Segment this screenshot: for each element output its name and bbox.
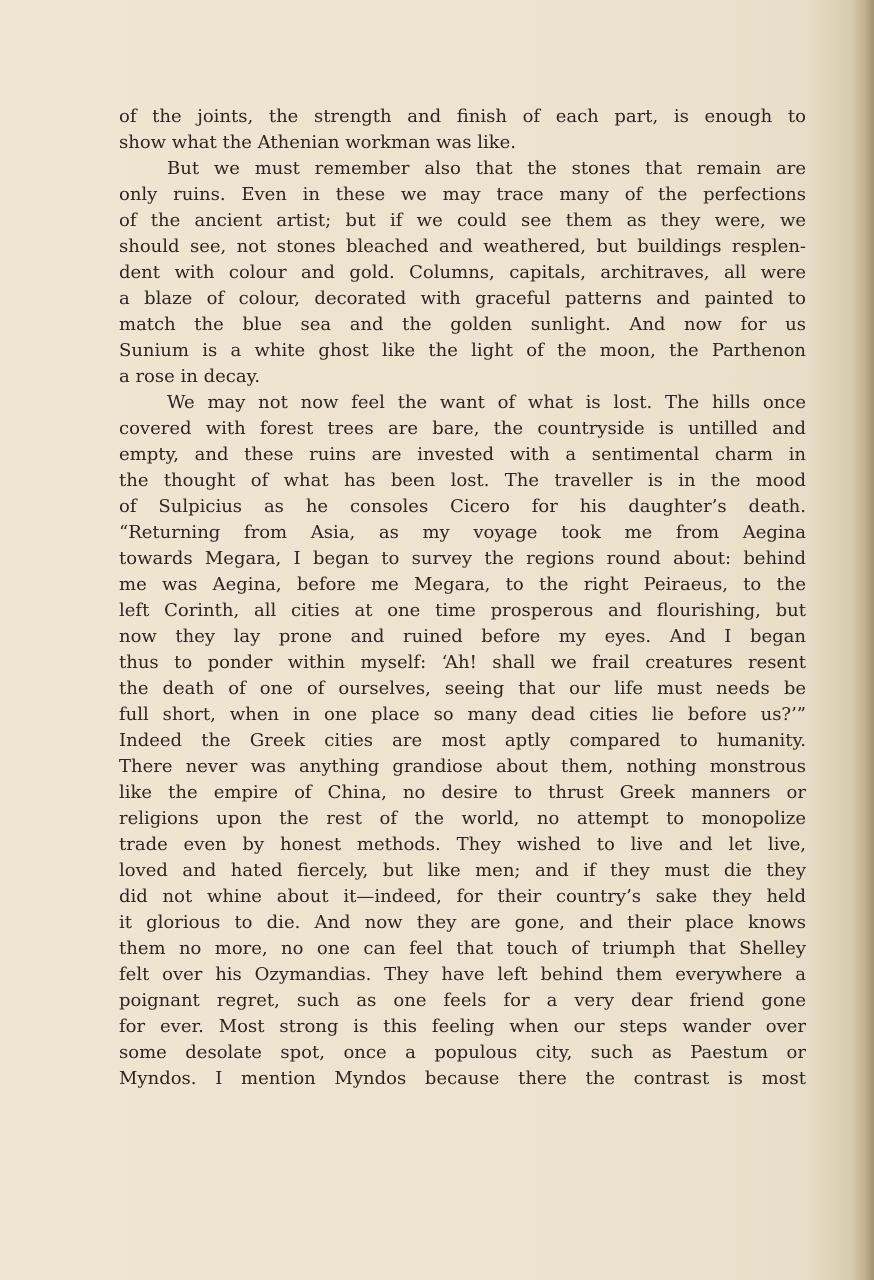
text-line: the thought of what has been lost. The traveller is in the mood	[119, 470, 806, 491]
text-line: left Corinth, all cities at one time prosperous and flourishing, but	[119, 600, 806, 621]
text-line: poignant regret, such as one feels for a very dear friend gone	[119, 990, 806, 1011]
text-line: felt over his Ozymandias. They have left behind them everywhere a	[119, 964, 806, 985]
text-line: them no more, no one can feel that touch of triumph that Shelley	[119, 938, 806, 959]
text-line: of Sulpicius as he consoles Cicero for his daughter’s death.	[119, 496, 806, 517]
text-line: match the blue sea and the golden sunlight. And now for us	[119, 314, 806, 335]
text-line: it glorious to die. And now they are gone, and their place knows	[119, 912, 806, 933]
body-text	[119, 104, 806, 1092]
text-line: loved and hated fiercely, but like men; and if they must die they	[119, 860, 806, 881]
text-line: trade even by honest methods. They wished to live and let live,	[119, 834, 806, 855]
text-line: towards Megara, I began to survey the regions round about: behind	[119, 548, 806, 569]
text-line: Indeed the Greek cities are most aptly compared to humanity.	[119, 730, 806, 751]
text-line: a rose in decay.	[119, 366, 261, 387]
text-line: of the ancient artist; but if we could see them as they were, we	[119, 210, 806, 231]
text-line: like the empire of China, no desire to thrust Greek manners or	[119, 782, 806, 803]
text-line: Myndos. I mention Myndos because there the contrast is most	[119, 1068, 806, 1089]
text-line: empty, and these ruins are invested with a sentimental charm in	[119, 444, 806, 465]
text-line: There never was anything grandiose about them, nothing monstrous	[119, 756, 806, 777]
text-line: covered with forest trees are bare, the countryside is untilled and	[119, 418, 806, 439]
text-line: a blaze of colour, decorated with graceful patterns and painted to	[119, 288, 806, 309]
text-line: “Returning from Asia, as my voyage took me from Aegina	[119, 522, 806, 543]
text-line: only ruins. Even in these we may trace many of the perfections	[119, 184, 806, 205]
text-line: of the joints, the strength and finish of each part, is enough to	[119, 106, 806, 127]
text-line: religions upon the rest of the world, no attempt to monopolize	[119, 808, 806, 829]
text-line: now they lay prone and ruined before my eyes. And I began	[119, 626, 806, 647]
text-line: thus to ponder within myself: ‘Ah! shall we frail creatures resent	[119, 652, 806, 673]
text-line: We may not now feel the want of what is lost. The hills once	[167, 392, 806, 413]
text-line: But we must remember also that the stones that remain are	[167, 158, 806, 179]
text-line: dent with colour and gold. Columns, capitals, architraves, all were	[119, 262, 806, 283]
text-line: Sunium is a white ghost like the light of the moon, the Parthenon	[119, 340, 806, 361]
text-line: for ever. Most strong is this feeling when our steps wander over	[119, 1016, 806, 1037]
text-line: some desolate spot, once a populous city, such as Paestum or	[119, 1042, 806, 1063]
text-line: the death of one of ourselves, seeing that our life must needs be	[119, 678, 806, 699]
page-edge-shadow	[852, 0, 874, 1280]
text-line: show what the Athenian workman was like.	[119, 132, 517, 153]
text-line: me was Aegina, before me Megara, to the right Peiraeus, to the	[119, 574, 806, 595]
text-line: did not whine about it—indeed, for their country’s sake they held	[119, 886, 806, 907]
text-line: full short, when in one place so many dead cities lie before us?’”	[119, 704, 806, 725]
text-line: should see, not stones bleached and weathered, but buildings resplen-	[119, 236, 806, 257]
